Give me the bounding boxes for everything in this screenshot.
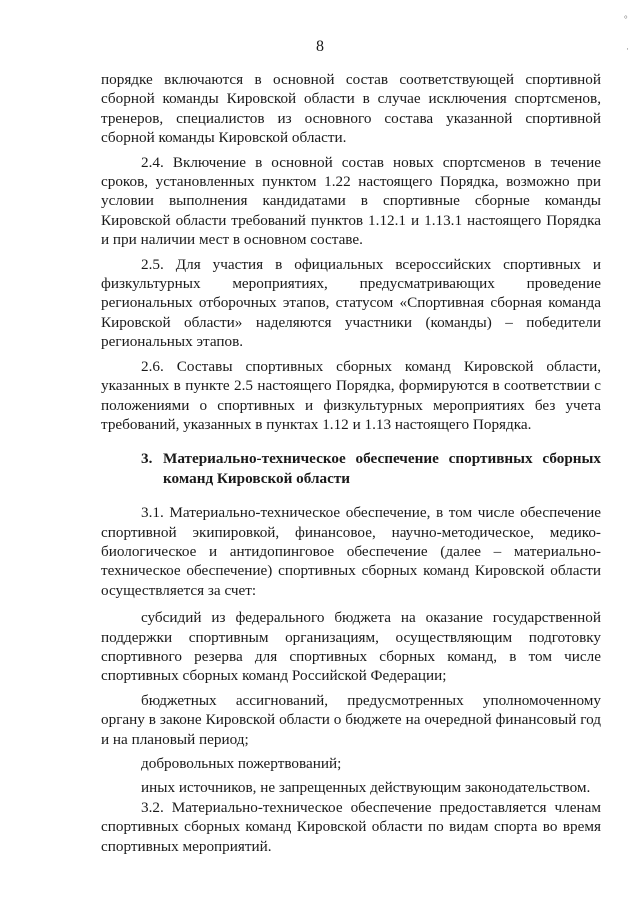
paragraph-3-2: 3.2. Материально-техническое обеспечение предоставляется членам спортивных сборных команд Кировской области по видам спорта во время спортивных мероприятий. [101,798,601,855]
list-item-other-sources: иных источников, не запрещенных действующим законодательством. [141,779,591,797]
section-title: Материально-техническое обеспечение спортивных сборных команд Кировской области [163,450,601,487]
paragraph-2-4: 2.4. Включение в основной состав новых спортсменов в течение сроков, установленных пунктом 1.22 настоящего Порядка, возможно при условии выполнения кандидатами в спортивные сборные команды Кировской области требований пунктов 1.12.1 и 1.13.1 настоящего Порядка и при наличии мест в основном составе. [101,153,601,249]
paragraph-2-6: 2.6. Составы спортивных сборных команд Кировской области, указанных в пункте 2.5 настоящего Порядка, формируются в соответствии с положениями о спортивных и физкультурных мероприятиях без учета требований, указанных в пунктах 1.12 и 1.13 настоящего Порядка. [101,357,601,433]
page-number: 8 [316,38,324,55]
list-item-donations: добровольных пожертвований; [141,755,342,772]
paragraph-continuation: порядке включаются в основной состав соответствующей спортивной сборной команды Кировской области в случае исключения спортсменов, тренеров, специалистов из основного состава указанной спортивной сборной команды Кировской области. [101,71,601,147]
list-item-federal-subsidies: субсидий из федерального бюджета на оказание государственной поддержки спортивным организациям, осуществляющим подготовку спортивного резерва для спортивных сборных команд, в том числе спортивных сборных команд Российской Федерации; [101,609,601,685]
paragraph-2-5: 2.5. Для участия в официальных всероссийских спортивных и физкультурных мероприятиях, предусматривающих проведение региональных отборочных этапов, статусом «Спортивная сборная команда Кировской области» наделяются участники (команды) – победители региональных этапов. [101,255,601,351]
list-item-budget-allocations: бюджетных ассигнований, предусмотренных уполномоченному органу в законе Кировской области о бюджете на очередной финансовый год и на плановый период; [101,691,601,748]
scan-mark-top: ° [624,14,628,24]
scan-mark-side: · [626,44,629,54]
paragraph-3-1: 3.1. Материально-техническое обеспечение, в том числе обеспечение спортивной экипировкой, финансовое, научно-методическое, медико-биологическое и антидопинговое обеспечение (далее – материально-техническое обеспечение) спортивных сборных команд Кировской области осуществляется за счет: [101,504,601,599]
document-body [101,70,601,856]
section-heading [101,449,601,488]
section-number: 3. [141,450,153,468]
